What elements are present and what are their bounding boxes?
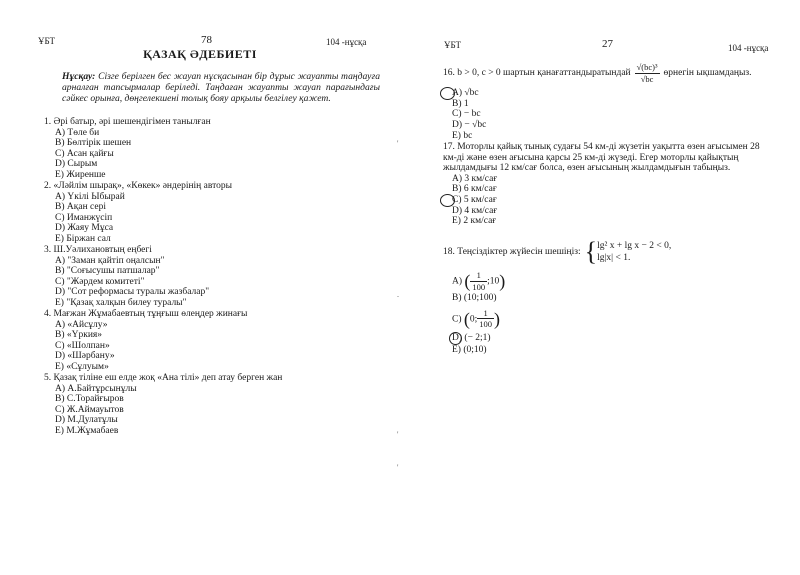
option: D) "Сот реформасы туралы жазбалар" — [55, 287, 210, 298]
option: B) «Үркия» — [55, 330, 103, 341]
scan-mark: ' — [397, 139, 399, 148]
fraction-numerator: √(bc)³ — [636, 62, 658, 72]
page-title: ҚАЗАҚ ӘДЕБИЕТІ — [143, 47, 257, 61]
option: C) − bc — [452, 109, 481, 120]
option: A) «Айсұлу» — [55, 319, 108, 330]
option-b: B) (10;100) — [452, 293, 497, 304]
question-2 — [44, 181, 232, 245]
option: B) Бөлтірік шешен — [55, 138, 132, 149]
question-text: 18. Теңсіздіктер жүйесін шешіңіз: — [443, 246, 581, 257]
scan-mark: ' — [397, 430, 399, 439]
question-text: 5. Қазақ тіліне еш елде жоқ «Ана тілі» деп атау берген жан — [44, 373, 283, 383]
option: E) bc — [452, 130, 473, 141]
question-1 — [44, 117, 211, 181]
answer-circle — [449, 332, 462, 345]
option-a: A) ( $\frac{1}{100}$ ;10) — [452, 270, 506, 292]
expression-fraction — [635, 62, 660, 84]
instruction-label: Нұсқау: — [62, 71, 96, 82]
option-selected: A) √bc — [443, 88, 793, 99]
page-number: 78 — [201, 34, 212, 46]
instruction — [62, 71, 380, 105]
option: B) 1 — [452, 98, 469, 109]
option: B) Ақан сері — [55, 202, 106, 213]
option: D) − √bc — [452, 119, 487, 130]
option: C) «Шолпан» — [55, 340, 110, 351]
option: E) М.Жұмабаев — [55, 425, 119, 436]
option: E) Жиренше — [55, 169, 106, 180]
header-left: ҰБТ — [38, 36, 56, 46]
instruction-text: Сізге берілген бес жауап нұсқасынан бір дұрыс жауапты таңдауға арналған тапсырмалар беріледі. Таңдаған жауапты жауап парағындағы сәйкес орынға, дөңгелекшені толық бояу арқылы белгілеу қажет. — [62, 71, 380, 105]
option: B) 6 км/сағ — [452, 184, 497, 195]
question-text: 4. Мағжан Жұмабаевтың тұңғыш өлеңдер жинағы — [44, 309, 248, 319]
option: A) Үкілі Ыбырай — [55, 191, 125, 202]
option-e: E) (0;10) — [452, 344, 487, 355]
option-d-selected: D) (− 2;1) — [443, 333, 783, 344]
answer-circle — [440, 194, 455, 207]
question-text: 3. Ш.Уәлихановтың еңбегі — [44, 245, 152, 255]
header-right: 104 -нұсқа — [728, 43, 769, 53]
option-a-fraction: $\frac{1}{100}$ — [472, 270, 486, 292]
question-16 — [443, 62, 793, 141]
option: C) Асан қайғы — [55, 148, 114, 159]
option: D) 4 км/сағ — [452, 205, 498, 216]
option: D) Жаяу Мұса — [55, 223, 114, 234]
inequality-2: lg|x| < 1. — [597, 253, 631, 263]
question-text: 17. Моторлы қайық тынық судағы 54 км-ді жүзетін уақытта өзен ағысымен 28 км-ді және өзен ағысына қарсы 25 км-ді жүзеді. Егер моторлы қайықтың жылдамдығы 12 км/сағ болса, өзен ағысының жылдамдығын табыңыз. — [443, 142, 760, 174]
question-17 — [443, 142, 763, 227]
option: E) Біржан сал — [55, 233, 111, 244]
question-text: 2. «Ләйлім шырақ», «Көкек» әндерінің авторы — [44, 181, 233, 191]
question-text-end: өрнегін ықшамдаңыз. — [663, 67, 752, 78]
scan-mark: ' — [397, 463, 399, 472]
option: E) 2 км/сағ — [452, 216, 497, 227]
option: D) Сырым — [55, 159, 98, 170]
option: C) Иманжүсіп — [55, 212, 113, 223]
question-text: 16. b > 0, c > 0 шартын қанағаттандыратындай — [443, 67, 631, 78]
answer-circle — [440, 87, 455, 100]
inequality-1: lg² x + lg x − 2 < 0, — [597, 241, 672, 251]
question-text: 1. Әрі батыр, әрі шешендігімен танылған — [44, 117, 211, 127]
option: A) "Заман қайтіп оңалсын" — [55, 255, 165, 266]
fraction-denominator: √bc — [640, 73, 654, 84]
option: D) «Шәрбану» — [55, 351, 115, 362]
header-left: ҰБТ — [444, 40, 462, 50]
option: E) "Қазақ халқын билеу туралы" — [55, 297, 187, 308]
system-brace: { — [584, 236, 598, 266]
option-c: C) (0; $\frac{1}{100}$ ) — [452, 307, 501, 330]
option: C) "Жәрдем комитеті" — [55, 276, 145, 287]
option-selected: C) 5 км/сағ — [443, 195, 763, 206]
option: A) 3 км/сағ — [452, 173, 498, 184]
right-page — [400, 0, 800, 575]
option-c-fraction: $\frac{1}{100}$ — [479, 307, 493, 330]
option: A) Төле би — [55, 127, 100, 138]
question-5 — [44, 373, 282, 437]
question-3 — [44, 245, 209, 309]
header-right: 104 -нұсқа — [326, 37, 367, 47]
option: D) М.Дулатұлы — [55, 415, 118, 426]
option: A) А.Байтұрсынұлы — [55, 383, 137, 394]
page-number: 27 — [602, 38, 613, 50]
scan-mark: . — [397, 290, 399, 299]
option: B) С.Торайғыров — [55, 394, 124, 405]
inequality-system — [597, 240, 671, 264]
option: E) «Сұлуым» — [55, 361, 109, 372]
option: C) Ж.Аймауытов — [55, 404, 124, 415]
question-4 — [44, 309, 247, 373]
question-18 — [443, 236, 783, 355]
option: B) "Соғысушы патшалар" — [55, 266, 160, 277]
